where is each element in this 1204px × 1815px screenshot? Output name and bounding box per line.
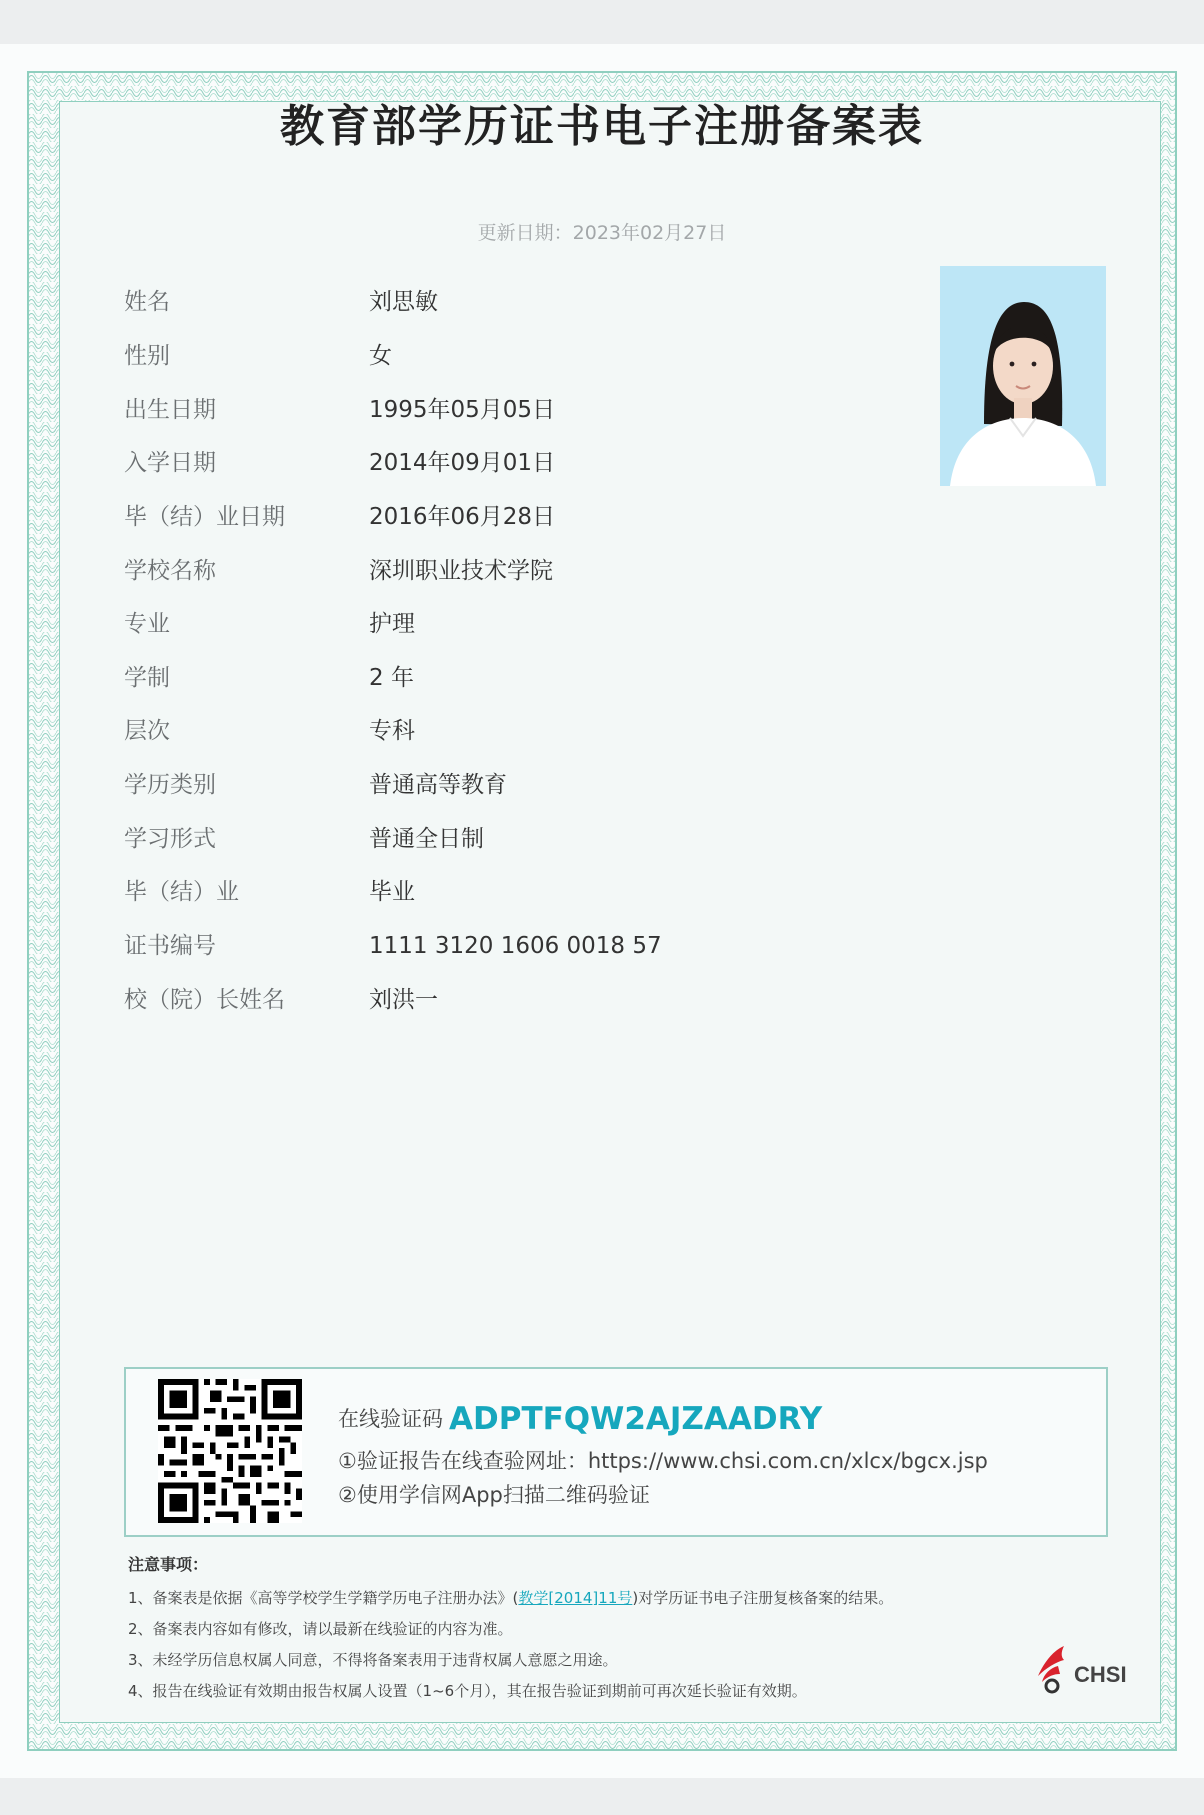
field-label: 性别 (124, 343, 170, 369)
regulation-link[interactable]: 教学[2014]11号 (518, 1589, 633, 1607)
field-label: 证书编号 (124, 933, 216, 959)
field-value: 1995年05月05日 (369, 397, 556, 423)
field-value: 刘洪一 (369, 987, 438, 1013)
note-text: )对学历证书电子注册复核备案的结果。 (632, 1589, 894, 1607)
verification-code-line (338, 1401, 822, 1437)
verification-code: ADPTFQW2AJZAADRY (449, 1401, 823, 1437)
field-label: 学校名称 (124, 558, 216, 584)
field-row-school (124, 551, 864, 591)
bottom-margin (0, 1778, 1204, 1815)
id-photo (940, 266, 1106, 486)
field-value: 2016年06月28日 (369, 504, 556, 530)
field-label: 学制 (124, 665, 170, 691)
note-item-1 (128, 1586, 1028, 1617)
field-value: 1111 3120 1606 0018 57 (369, 933, 662, 959)
qr-code[interactable] (158, 1379, 302, 1523)
field-label: 层次 (124, 718, 170, 744)
field-row-duration (124, 658, 864, 698)
portrait-image (940, 266, 1106, 486)
verification-code-label: 在线验证码 (338, 1407, 443, 1431)
field-value: 女 (369, 343, 392, 369)
field-value: 普通高等教育 (369, 772, 507, 798)
field-value: 2014年09月01日 (369, 450, 556, 476)
note-text: 1、备案表是依据《高等学校学生学籍学历电子注册办法》( (128, 1589, 519, 1607)
field-value: 2 年 (369, 665, 414, 691)
field-row-gender (124, 336, 864, 376)
verification-box (124, 1367, 1108, 1537)
field-label: 毕（结）业日期 (124, 504, 285, 530)
field-label: 专业 (124, 611, 170, 637)
note-item-4: 4、报告在线验证有效期由报告权属人设置（1~6个月），其在报告验证到期前可再次延长验证有效期。 (128, 1682, 807, 1700)
field-row-level (124, 711, 864, 751)
field-row-birth-date (124, 390, 864, 430)
field-row-major (124, 604, 864, 644)
field-row-certificate-number (124, 926, 864, 966)
field-row-education-type (124, 765, 864, 805)
field-label: 出生日期 (124, 397, 216, 423)
chsi-logo (1034, 1642, 1134, 1702)
field-row-enrollment-date (124, 443, 864, 483)
field-label: 学习形式 (124, 826, 216, 852)
field-label: 入学日期 (124, 450, 216, 476)
verification-url-text: ①验证报告在线查验网址：https://www.chsi.com.cn/xlcx/bgcx.jsp (338, 1449, 988, 1473)
verification-app-text: ②使用学信网App扫描二维码验证 (338, 1483, 650, 1507)
note-item-2: 2、备案表内容如有修改，请以最新在线验证的内容为准。 (128, 1620, 513, 1638)
field-label: 毕（结）业 (124, 879, 239, 905)
field-row-president-name (124, 980, 864, 1020)
field-row-graduation-date (124, 497, 864, 537)
page-title: 教育部学历证书电子注册备案表 (280, 101, 924, 152)
field-label: 姓名 (124, 289, 170, 315)
notes-title: 注意事项： (128, 1555, 209, 1574)
field-label: 学历类别 (124, 772, 216, 798)
field-row-study-form (124, 819, 864, 859)
field-value: 护理 (369, 611, 415, 637)
field-row-graduation-status (124, 872, 864, 912)
note-item-3: 3、未经学历信息权属人同意，不得将备案表用于违背权属人意愿之用途。 (128, 1651, 618, 1669)
top-margin (0, 0, 1204, 44)
field-value: 深圳职业技术学院 (369, 558, 553, 584)
field-row-name (124, 282, 864, 322)
field-value: 普通全日制 (369, 826, 484, 852)
chsi-bird-icon (1034, 1642, 1078, 1698)
chsi-logo-text: CHSI (1074, 1662, 1127, 1687)
field-value: 专科 (369, 718, 415, 744)
field-value: 毕业 (369, 879, 415, 905)
field-value: 刘思敏 (369, 289, 438, 315)
notes-section (128, 1552, 1028, 1710)
update-date: 更新日期：2023年02月27日 (477, 222, 727, 244)
field-label: 校（院）长姓名 (124, 987, 285, 1013)
